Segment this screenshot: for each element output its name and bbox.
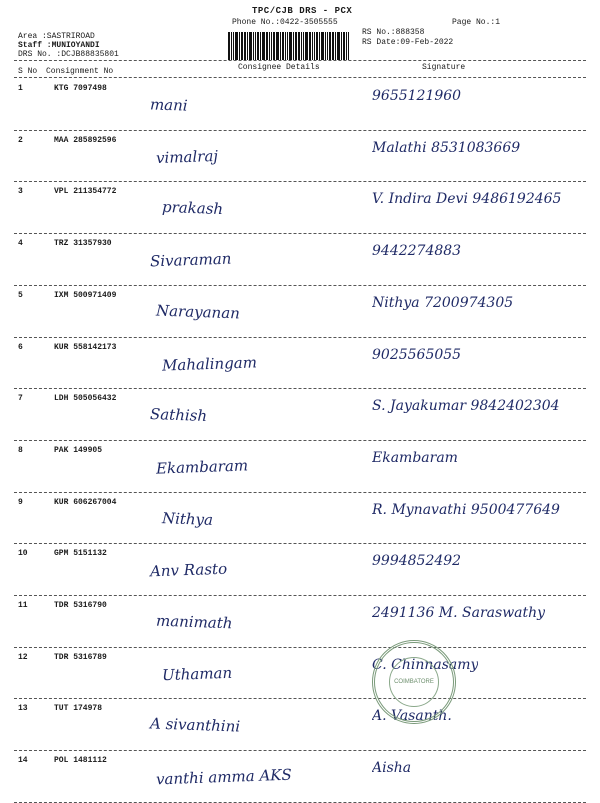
barcode-bar [231,32,232,60]
consignee-name: vimalraj [155,146,219,167]
barcode-bar [235,32,238,60]
barcode-bar [295,32,297,60]
consignee-name: Ekambaram [155,456,249,478]
row-number: 6 [18,342,23,352]
recipient-signature: A. Vasanth. [372,708,452,725]
row-number: 11 [18,601,28,610]
barcode-bar [269,32,270,60]
barcode-bar [319,32,320,60]
consignment-number: PAK 149905 [54,445,103,455]
barcode-bar [303,32,304,60]
barcode-bar [332,32,334,60]
barcode-bar [271,32,272,60]
row-divider [14,647,586,648]
barcode-bar [314,32,315,60]
recipient-signature: C. Chinnasamy [372,656,479,673]
rs-date: RS Date:09-Feb-2022 [362,38,454,47]
row-number: 14 [18,756,28,766]
consignee-name: manimath [155,611,233,633]
barcode-bar [280,32,281,60]
stamp-text: COIMBATORE [389,657,439,707]
barcode-bar [305,32,308,60]
consignee-name: Uthaman [161,663,233,684]
row-number: 3 [18,187,23,197]
barcode-bar [249,32,252,60]
barcode-bar [309,32,311,60]
barcode-bar [293,32,294,60]
consignment-number: LDH 505056432 [54,394,117,404]
consignment-number: TDR 5316789 [54,652,107,662]
recipient-signature: 2491136 M. Saraswathy [372,605,546,621]
row-divider [14,595,586,596]
consignee-name: prakash [161,198,224,219]
barcode-bar [247,32,248,60]
consignee-name: Sivaraman [149,249,232,271]
recipient-signature: 9994852492 [372,553,462,570]
consignment-number: VPL 211354772 [54,187,117,197]
staff-label: Staff :MUNIOYANDI [18,41,100,50]
row-number: 8 [18,445,23,455]
recipient-signature: V. Indira Devi 9486192465 [372,191,562,208]
barcode-bar [327,32,328,60]
row-number: 10 [18,549,28,559]
barcode-bar [233,32,234,60]
consignment-number: MAA 285892596 [54,135,117,145]
barcode-bar [255,32,256,60]
barcode-bar [335,32,336,60]
consignee-name: Sathish [149,405,208,426]
row-number: 12 [18,652,28,662]
row-divider [14,233,586,234]
barcode-bar [285,32,286,60]
consignment-number: TRZ 31357930 [54,239,112,249]
recipient-signature: 9442274883 [372,243,462,260]
barcode-bar [276,32,279,60]
col-details: Consignee Details [238,63,320,72]
area-label: Area :SASTRIROAD [18,32,95,41]
row-divider [14,492,586,493]
consignment-number: TUT 174978 [54,704,103,714]
rs-number: RS No.:888358 [362,28,425,37]
barcode-bar [346,32,347,60]
barcode-bar [298,32,300,60]
divider [14,77,586,78]
consignee-name: vanthi amma AKS [155,765,293,789]
recipient-signature: S. Jayakumar 9842402304 [372,398,560,415]
row-divider [14,337,586,338]
col-sno: S No [18,67,38,76]
row-number: 7 [18,394,23,404]
consignment-number: TDR 5316790 [54,601,107,610]
recipient-signature: Nithya 7200974305 [372,294,514,311]
barcode-bar [321,32,324,60]
recipient-signature: Aisha [372,760,412,777]
consignee-name: mani [149,95,188,115]
row-number: 4 [18,239,23,249]
consignee-name: Narayanan [155,301,241,323]
barcode-bar [287,32,288,60]
row-divider [14,750,586,751]
drs-number: DRS No. :DCJB88835801 [18,50,119,59]
delivery-stamp [372,640,456,724]
consignment-number: POL 1481112 [54,756,107,766]
recipient-signature: Ekambaram [372,449,458,466]
row-divider [14,181,586,182]
barcode-bar [244,32,246,60]
recipient-signature: 9655121960 [372,88,462,104]
barcode-bar [329,32,331,60]
phone-number: Phone No.:0422-3505555 [232,18,338,27]
barcode-bar [266,32,268,60]
consignment-number: KUR 606267004 [54,497,117,507]
barcode-bar [253,32,254,60]
row-divider [14,698,586,699]
row-divider [14,543,586,544]
barcode-bar [301,32,302,60]
row-number: 2 [18,135,23,145]
barcode-bar [273,32,275,60]
row-number: 13 [18,704,28,714]
consignee-name: Nithya [161,508,214,529]
divider [14,60,586,61]
barcode [228,32,354,60]
barcode-bar [260,32,261,60]
consignee-name: Mahalingam [161,352,258,375]
consignment-number: GPM 5151132 [54,549,107,559]
row-number: 9 [18,497,23,507]
barcode-bar [325,32,326,60]
barcode-bar [312,32,313,60]
barcode-bar [341,32,342,60]
barcode-bar [228,32,230,60]
row-number: 1 [18,84,23,93]
row-divider [14,285,586,286]
barcode-bar [316,32,318,60]
barcode-bar [337,32,340,60]
page-number: Page No.:1 [452,18,501,27]
barcode-bar [289,32,292,60]
row-divider [14,130,586,131]
row-divider [14,388,586,389]
barcode-bar [282,32,284,60]
consignment-number: KTG 7097498 [54,84,107,93]
barcode-bar [239,32,240,60]
col-signature: Signature [422,63,466,72]
consignee-name: A sivanthini [149,714,241,736]
document-title: TPC/CJB DRS - PCX [252,6,353,16]
barcode-bar [257,32,259,60]
consignee-name: Anv Rasto [149,559,228,581]
barcode-bar [343,32,345,60]
barcode-bar [241,32,243,60]
barcode-bar [262,32,265,60]
recipient-signature: R. Mynavathi 9500477649 [372,501,560,518]
row-divider [14,440,586,441]
col-consignment: Consignment No [46,67,114,76]
recipient-signature: Malathi 8531083669 [372,139,521,156]
barcode-bar [348,32,349,60]
recipient-signature: 9025565055 [372,346,462,363]
consignment-number: IXM 500971409 [54,290,117,300]
consignment-number: KUR 558142173 [54,342,117,352]
row-number: 5 [18,290,23,300]
